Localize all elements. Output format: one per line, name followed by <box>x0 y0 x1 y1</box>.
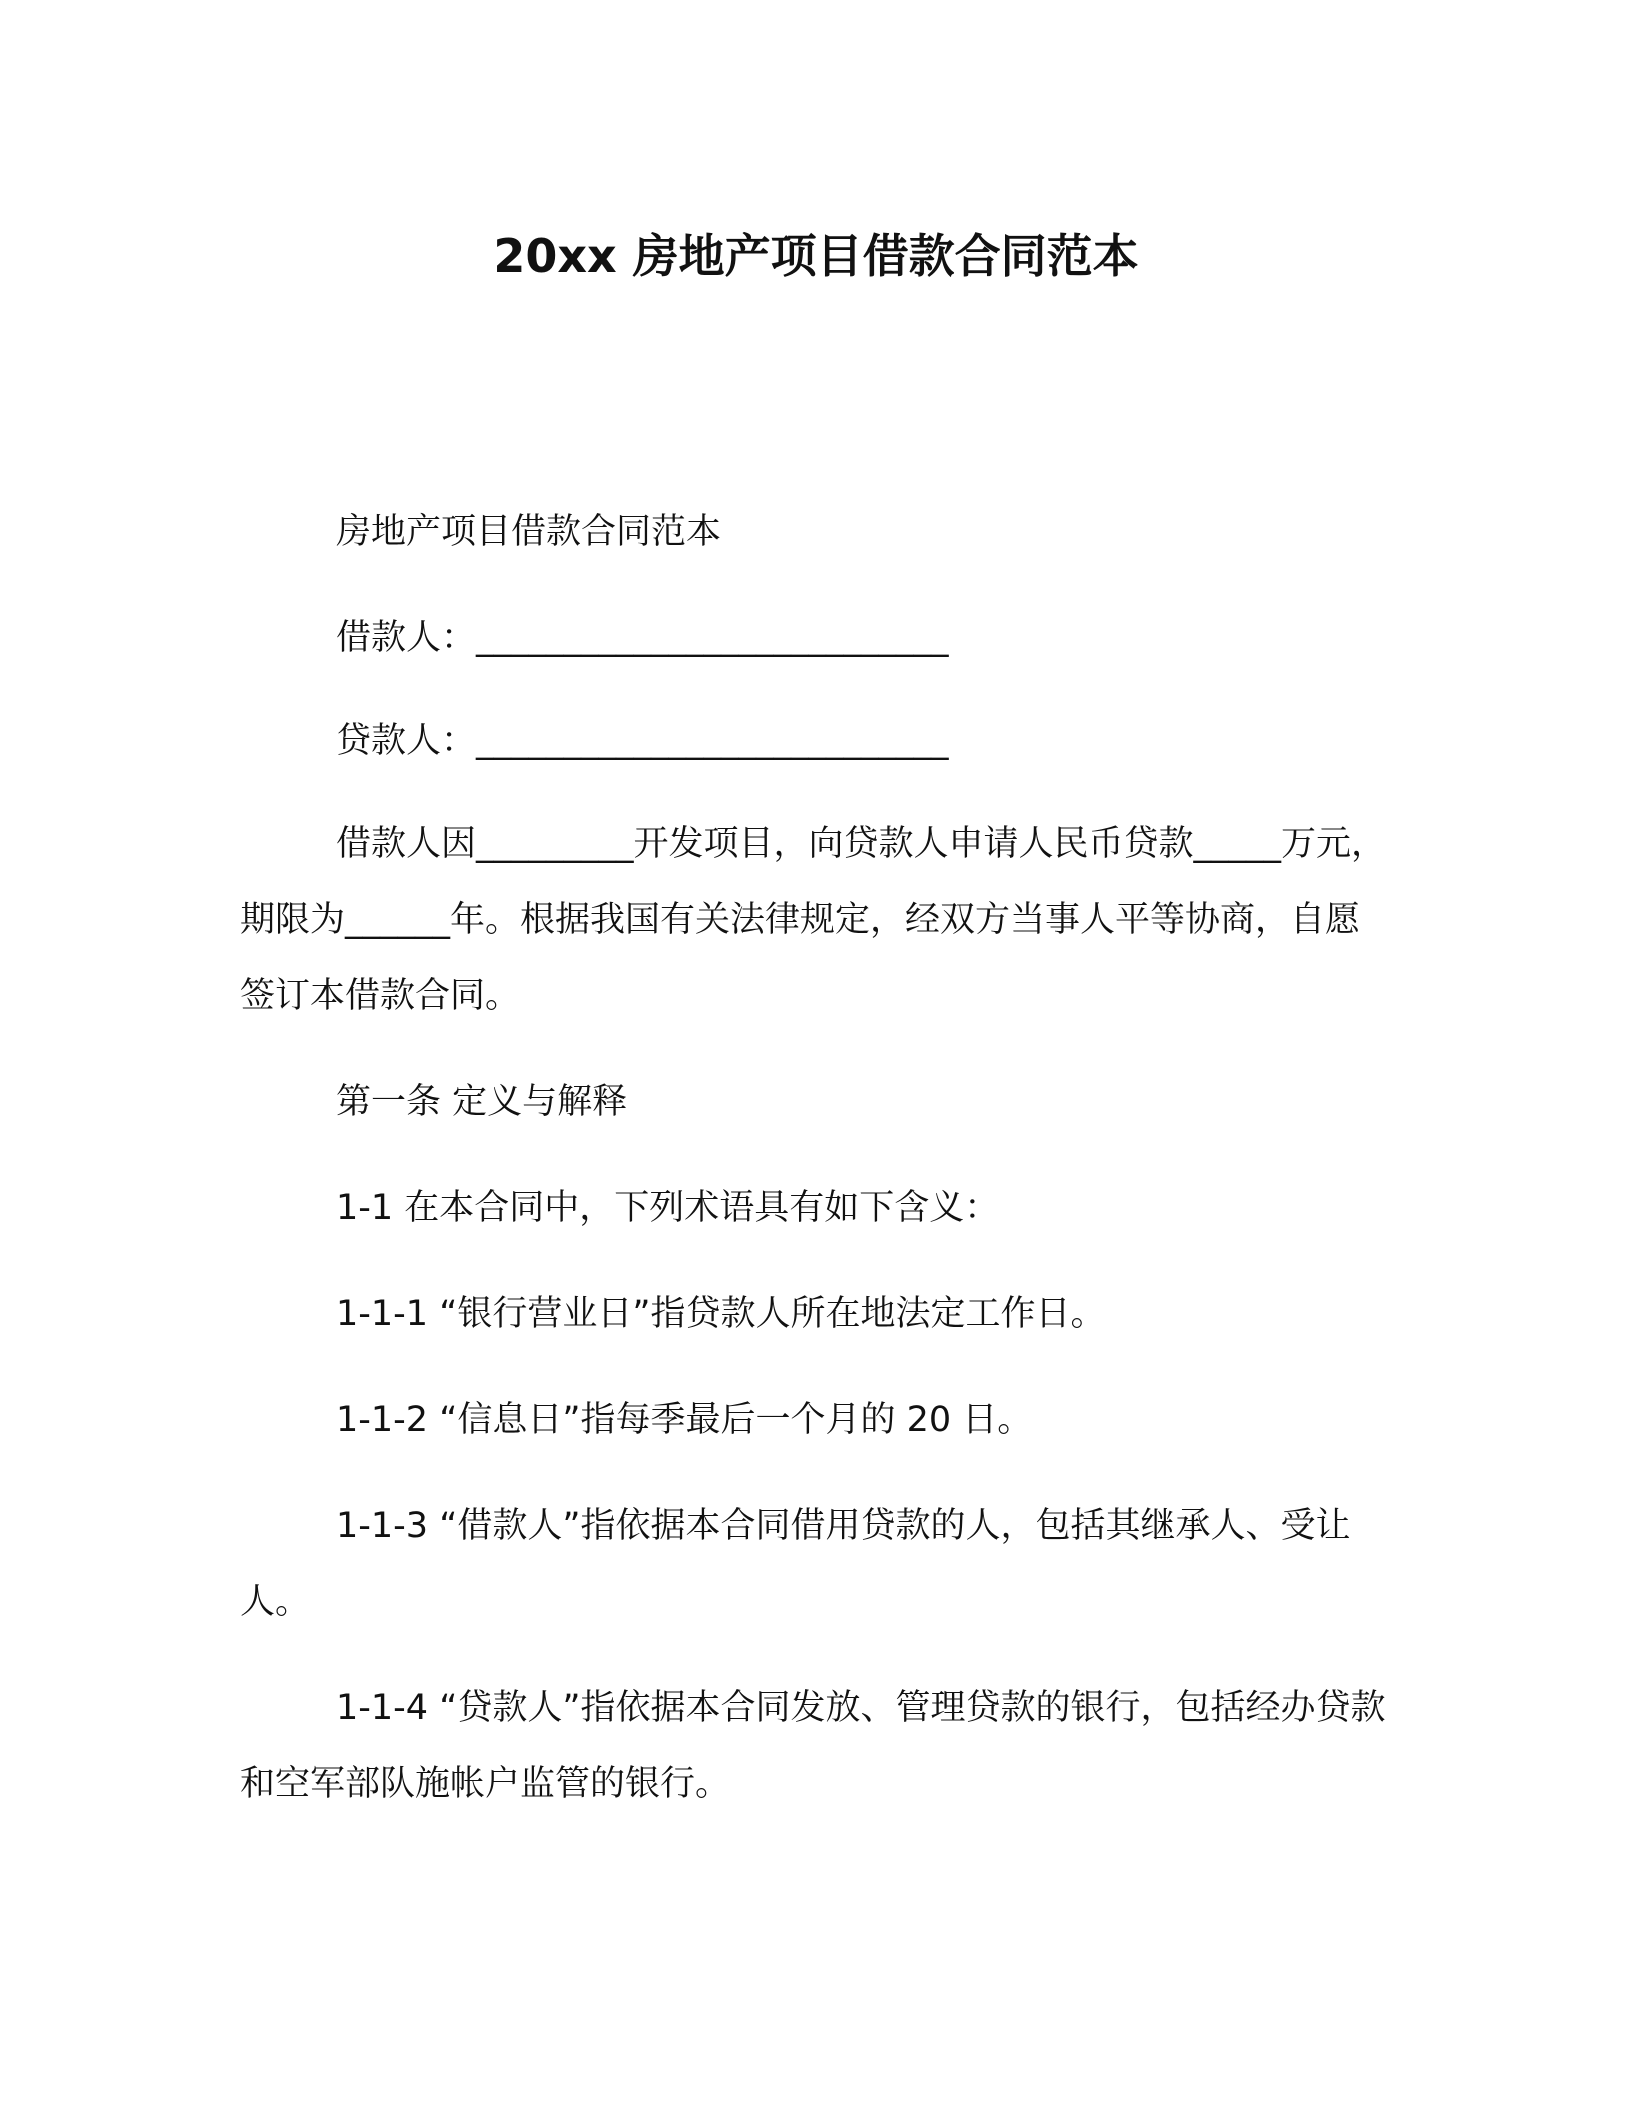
clause-1-1-4: 1-1-4 “贷款人”指依据本合同发放、管理贷款的银行，包括经办贷款和空军部队施帐户监管的银行。 <box>240 1688 1386 1804</box>
subtitle-paragraph: 房地产项目借款合同范本 <box>336 512 722 552</box>
article-1-heading: 第一条 定义与解释 <box>336 1082 628 1122</box>
clause-1-1: 1-1 在本合同中，下列术语具有如下含义： <box>336 1188 1000 1228</box>
clause-1-1-2: 1-1-2 “信息日”指每季最后一个月的 20 日。 <box>336 1400 1033 1440</box>
preamble-paragraph: 借款人因_________开发项目，向贷款人申请人民币贷款_____万元，期限为______年。根据我国有关法律规定，经双方当事人平等协商，自愿签订本借款合同。 <box>240 824 1387 1016</box>
clause-1-1-1: 1-1-1 “银行营业日”指贷款人所在地法定工作日。 <box>336 1294 1106 1334</box>
lender-field: 贷款人：___________________________ <box>336 721 949 761</box>
clause-1-1-3: 1-1-3 “借款人”指依据本合同借用贷款的人，包括其继承人、受让人。 <box>240 1506 1351 1622</box>
document-title: 20xx 房地产项目借款合同范本 <box>493 229 1139 283</box>
document-body <box>240 494 1392 1852</box>
borrower-field: 借款人：___________________________ <box>336 618 949 658</box>
